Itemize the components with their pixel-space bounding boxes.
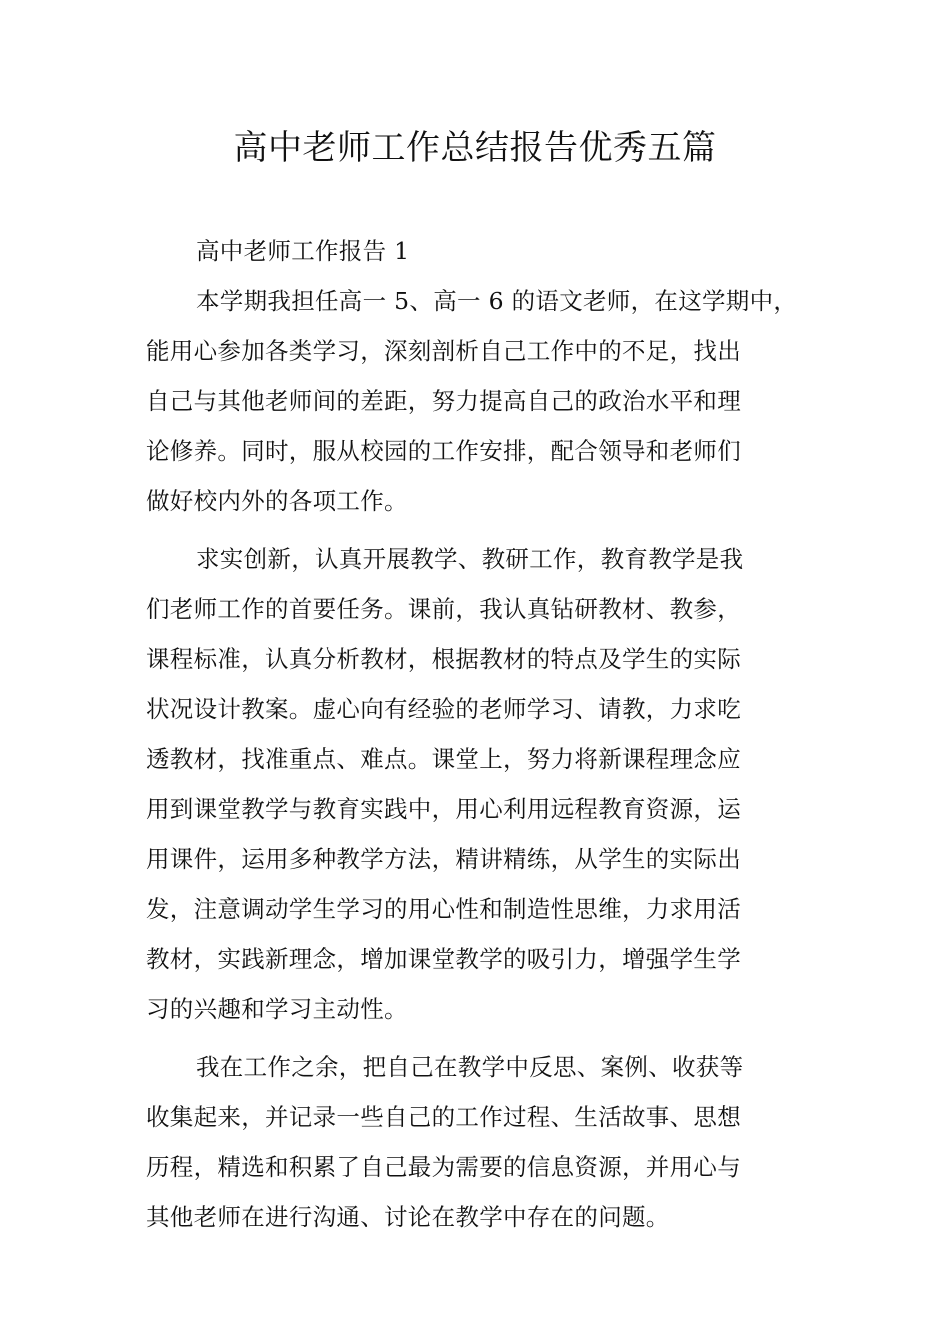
paragraph-line: 求实创新，认真开展教学、教研工作，教育教学是我 bbox=[196, 545, 744, 573]
document-body bbox=[146, 226, 818, 1242]
paragraph-line: 论修养。同时，服从校园的工作安排，配合领导和老师们 bbox=[146, 437, 741, 465]
document-title: 高中老师工作总结报告优秀五篇 bbox=[233, 128, 717, 168]
paragraph-line: 自己与其他老师间的差距，努力提高自己的政治水平和理 bbox=[146, 387, 741, 415]
paragraph-line: 课程标准，认真分析教材，根据教材的特点及学生的实际 bbox=[146, 645, 741, 673]
paragraph-line: 做好校内外的各项工作。 bbox=[146, 487, 408, 515]
paragraph-line: 我在工作之余，把自己在教学中反思、案例、收获等 bbox=[196, 1053, 744, 1081]
paragraph-line: 教材，实践新理念，增加课堂教学的吸引力，增强学生学 bbox=[146, 945, 741, 973]
section-heading: 高中老师工作报告 1 bbox=[196, 237, 410, 265]
paragraph-line: 收集起来，并记录一些自己的工作过程、生活故事、思想 bbox=[146, 1103, 741, 1131]
paragraph-line: 透教材，找准重点、难点。课堂上，努力将新课程理念应 bbox=[146, 745, 741, 773]
paragraph-line: 习的兴趣和学习主动性。 bbox=[146, 995, 408, 1023]
paragraph-line: 用到课堂教学与教育实践中，用心利用远程教育资源，运 bbox=[146, 795, 741, 823]
paragraph-line: 能用心参加各类学习，深刻剖析自己工作中的不足，找出 bbox=[146, 337, 741, 365]
paragraph-line: 们老师工作的首要任务。课前，我认真钻研教材、教参， bbox=[146, 595, 741, 623]
paragraph-line: 发，注意调动学生学习的用心性和制造性思维，力求用活 bbox=[146, 895, 741, 923]
paragraph-3 bbox=[146, 1042, 818, 1242]
paragraph-1 bbox=[146, 276, 818, 526]
paragraph-line: 本学期我担任高一 5、高一 6 的语文老师，在这学期中， bbox=[196, 287, 798, 315]
paragraph-2 bbox=[146, 534, 818, 1034]
paragraph-line: 状况设计教案。虚心向有经验的老师学习、请教，力求吃 bbox=[146, 695, 741, 723]
paragraph-line: 历程，精选和积累了自己最为需要的信息资源，并用心与 bbox=[146, 1153, 741, 1181]
paragraph-line: 其他老师在进行沟通、讨论在教学中存在的问题。 bbox=[146, 1203, 670, 1231]
paragraph-line: 用课件，运用多种教学方法，精讲精练，从学生的实际出 bbox=[146, 845, 741, 873]
